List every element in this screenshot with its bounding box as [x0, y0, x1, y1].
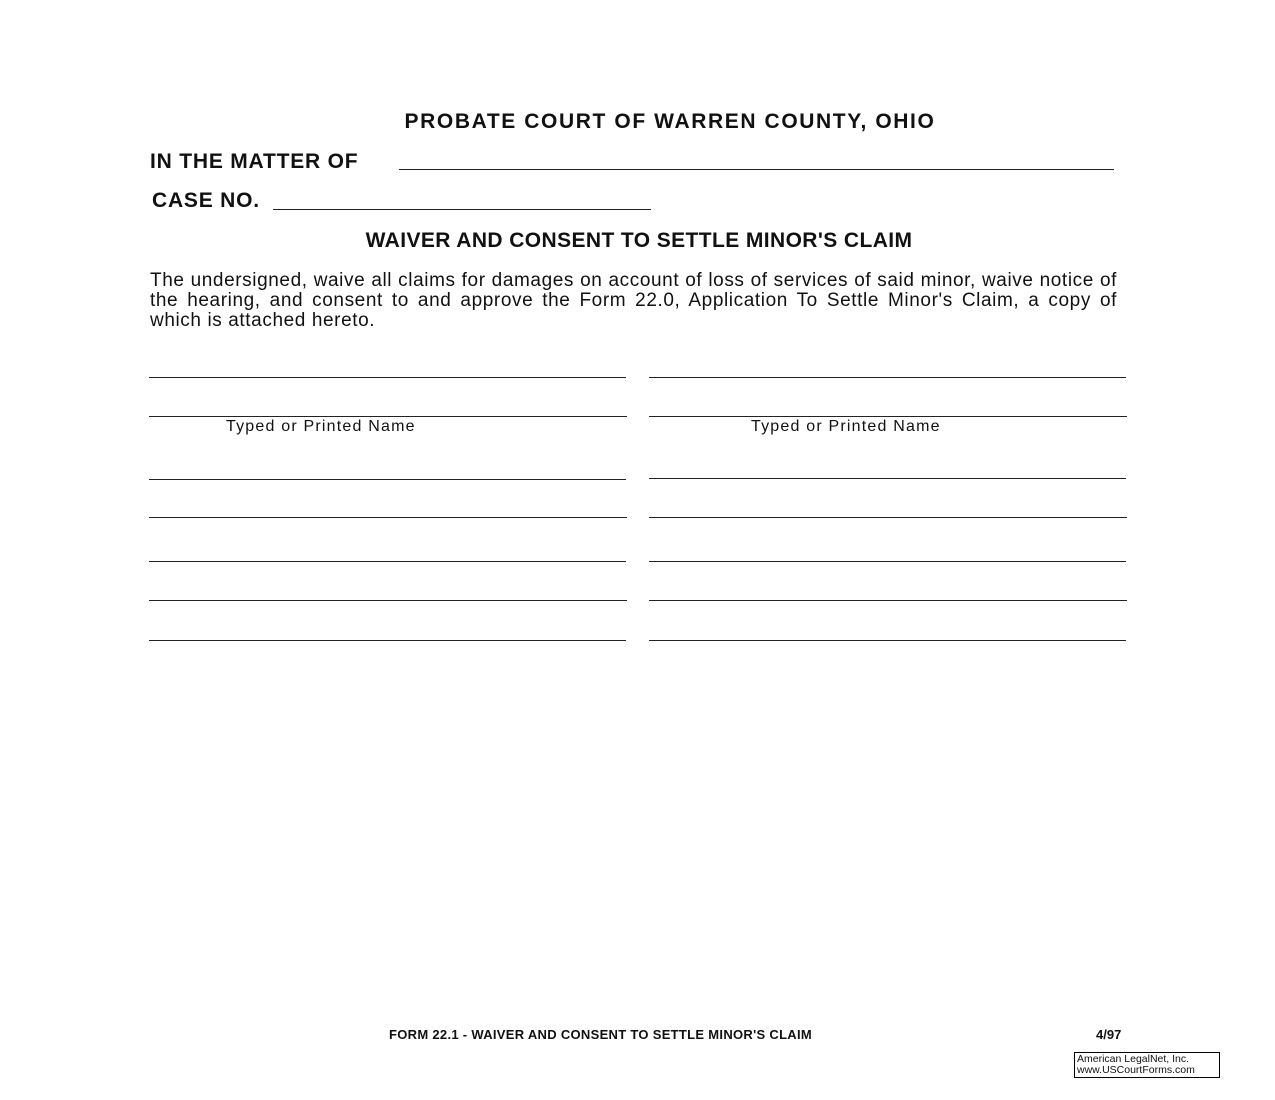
right-address-line-1[interactable]: [649, 478, 1126, 479]
left-signature-line[interactable]: [149, 377, 626, 378]
case-number-label: CASE NO.: [152, 189, 260, 212]
left-printed-name-caption: Typed or Printed Name: [226, 418, 416, 435]
publisher-box: [1074, 1052, 1220, 1078]
left-address-line-1[interactable]: [149, 479, 626, 480]
right-signature-line[interactable]: [649, 377, 1126, 378]
matter-input-line[interactable]: [399, 169, 1114, 170]
right-address-line-3[interactable]: [649, 561, 1126, 562]
matter-label: IN THE MATTER OF: [150, 150, 359, 173]
publisher-url: www.USCourtForms.com: [1077, 1064, 1195, 1076]
right-address-line-2[interactable]: [649, 517, 1127, 518]
left-address-line-5[interactable]: [149, 640, 626, 641]
publisher-name: American LegalNet, Inc.: [1077, 1053, 1190, 1065]
left-address-line-3[interactable]: [149, 561, 626, 562]
form-title: WAIVER AND CONSENT TO SETTLE MINOR'S CLAIM: [365, 229, 913, 252]
case-number-input-line[interactable]: [273, 209, 651, 210]
right-printed-name-caption: Typed or Printed Name: [751, 418, 941, 435]
left-address-line-2[interactable]: [149, 517, 627, 518]
footer-form-name: FORM 22.1 - WAIVER AND CONSENT TO SETTLE MINOR'S CLAIM: [389, 1027, 813, 1042]
left-address-line-4[interactable]: [149, 600, 627, 601]
right-address-line-5[interactable]: [649, 640, 1126, 641]
right-printed-name-line[interactable]: [649, 416, 1127, 417]
right-address-line-4[interactable]: [649, 600, 1127, 601]
left-printed-name-line[interactable]: [149, 416, 627, 417]
footer-revision: 4/97: [1096, 1027, 1122, 1042]
court-title: PROBATE COURT OF WARREN COUNTY, OHIO: [404, 110, 936, 133]
waiver-body-text: The undersigned, waive all claims for damages on account of loss of services of said minor, waive notice of the hearing, and consent to and approve the Form 22.0, Application To Settle Minor's Claim, a copy of which is attached hereto.: [150, 270, 1117, 331]
